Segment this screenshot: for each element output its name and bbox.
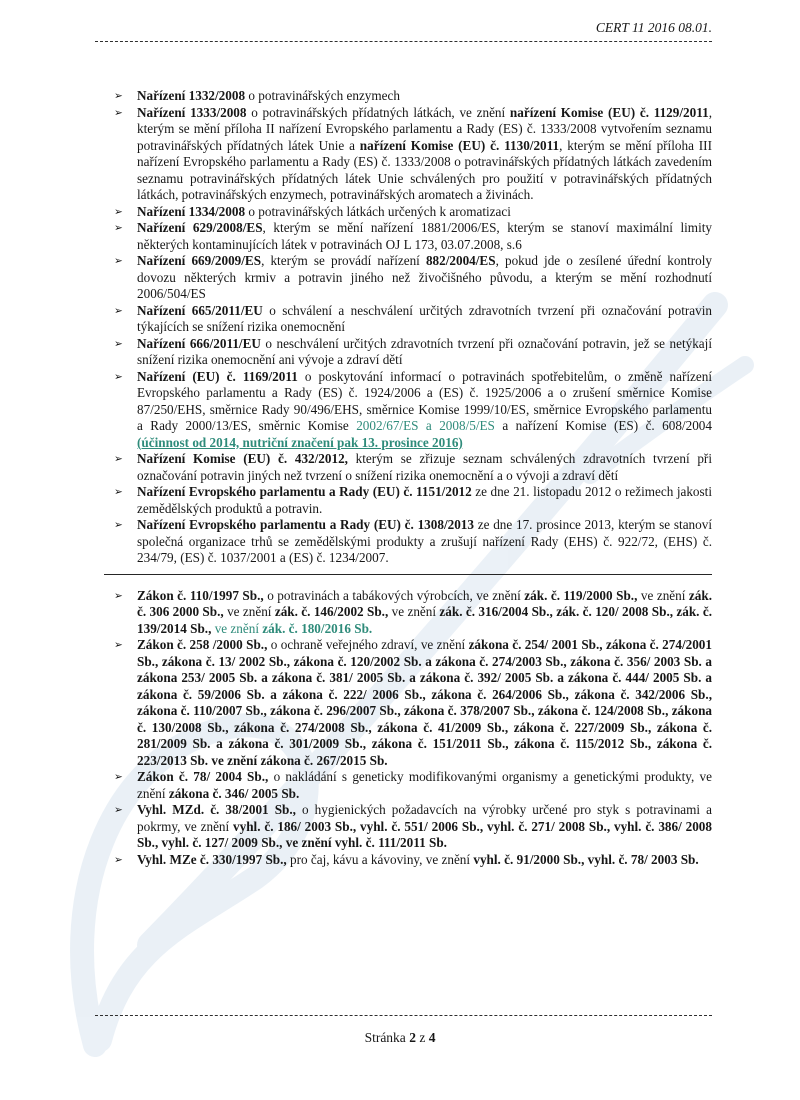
list-item (112, 253, 712, 303)
footer-of-word: z (419, 1030, 426, 1045)
page-header (95, 20, 712, 36)
arrow-bullet-icon: ➢ (114, 804, 123, 816)
arrow-bullet-icon: ➢ (114, 304, 123, 317)
footer-total-pages: 4 (428, 1030, 436, 1045)
arrow-bullet-icon: ➢ (114, 589, 123, 602)
arrow-bullet-icon: ➢ (114, 106, 123, 119)
list-item-text: Vyhl. MZe č. 330/1997 Sb., pro čaj, kávu a kávoviny, ve znění vyhl. č. 91/2000 Sb., vyhl. č. 78/ 2003 Sb. (137, 851, 699, 867)
arrow-bullet-icon: ➢ (114, 486, 123, 498)
arrow-bullet-icon: ➢ (114, 519, 123, 531)
list-item (112, 105, 712, 204)
list-item (112, 517, 712, 567)
list-item-text: Nařízení 666/2011/EU o neschválení určitých zdravotních tvrzení při označování potravin, jež se netýkají snížení rizika onemocnění ani vývoje a zdraví dětí (137, 335, 712, 367)
arrow-bullet-icon: ➢ (114, 853, 123, 866)
footer-page-word: Stránka (364, 1030, 406, 1045)
list-item-text: Nařízení Evropského parlamentu a Rady (EU) č. 1308/2013 ze dne 17. prosince 2013, kterým se stanoví společná organizace trhů se zemědělskými produkty a zrušují nařízení Rady (EHS) č. 922/72, (EHS) č. 234/79, (ES) č. 1037/2001 a (ES) č. 1234/2007. (137, 517, 712, 565)
list-item (112, 303, 712, 336)
footer-page-number: 2 (409, 1030, 416, 1045)
arrow-bullet-icon: ➢ (114, 205, 123, 218)
list-item-text: Vyhl. MZd. č. 38/2001 Sb., o hygienických požadavcích na výrobky určené pro styk s potravinami a pokrmy, ve znění vyhl. č. 186/ 2003 Sb., vyhl. č. 551/ 2006 Sb., vyhl. č. 271/ 2008 Sb., vyhl. č. 386/ 2008 Sb., vyhl. č. 127/ 2009 Sb., ve znění vyhl. č. 111/2011 Sb. (137, 802, 712, 850)
arrow-bullet-icon: ➢ (114, 337, 123, 350)
list-item (112, 204, 712, 221)
list-item (112, 88, 712, 105)
arrow-bullet-icon: ➢ (114, 255, 123, 267)
list-item (112, 769, 712, 802)
list-item (112, 336, 712, 369)
arrow-bullet-icon: ➢ (114, 90, 123, 102)
list-item-text: Nařízení 669/2009/ES, kterým se provádí nařízení 882/2004/ES, pokud jde o zesílené úřední kontroly dovozu některých krmiv a potravin jiného než živočišného původu, a kterým se mění rozhodnutí 2006/504/ES (137, 253, 712, 301)
list-item-text: Zákon č. 78/ 2004 Sb., o nakládání s geneticky modifikovanými organismy a genetickými produkty, ve znění zákona č. 346/ 2005 Sb. (137, 769, 712, 801)
laws-list (112, 588, 712, 869)
list-item-text: Zákon č. 110/1997 Sb., o potravinách a tabákových výrobcích, ve znění zák. č. 119/2000 Sb., ve znění zák. č. 306 2000 Sb., ve znění zák. č. 146/2002 Sb., ve znění zák. č. 316/2004 Sb., zák. č. 120/ 2008 Sb., zák. č. 139/2014 Sb., ve znění zák. č. 180/2016 Sb. (137, 587, 713, 636)
list-item-text: Nařízení Evropského parlamentu a Rady (EU) č. 1151/2012 ze dne 21. listopadu 2012 o režimech jakosti zemědělských produktů a potravin. (137, 484, 712, 516)
section-divider (104, 574, 712, 575)
list-item-text: Nařízení 665/2011/EU o schválení a neschválení určitých zdravotních tvrzení při označování potravin týkajících se snížení rizika onemocnění (137, 302, 712, 334)
list-item (112, 588, 712, 638)
list-item (112, 451, 712, 484)
list-item (112, 369, 712, 452)
footer-divider (95, 1015, 712, 1016)
list-item-text: Nařízení 629/2008/ES, kterým se mění nařízení 1881/2006/ES, kterým se stanoví maximální limity některých kontaminujících látek v potravinách OJ L 173, 03.07.2008, s.6 (137, 220, 712, 252)
list-item (112, 637, 712, 769)
list-item (112, 220, 712, 253)
list-item-text: Nařízení Komise (EU) č. 432/2012, kterým se zřizuje seznam schválených zdravotních tvrzení při označování potravin jiných než tvrzení o snížení rizika onemocnění a o vývoji a zdraví dětí (137, 451, 712, 483)
list-item-text: Nařízení 1334/2008 o potravinářských látkách určených k aromatizaci (137, 203, 511, 219)
arrow-bullet-icon: ➢ (114, 453, 123, 465)
document-code: CERT 11 2016 08.01. (595, 20, 712, 35)
list-item (112, 484, 712, 517)
document-body (112, 88, 712, 868)
list-item-text: Nařízení 1332/2008 o potravinářských enzymech (137, 88, 400, 103)
list-item-text: Zákon č. 258 /2000 Sb., o ochraně veřejného zdraví, ve znění zákona č. 254/ 2001 Sb., zákona č. 274/2001 Sb., zákona č. 13/ 2002 Sb., zákona č. 120/2002 Sb. a zákona č. 274/2003 Sb., zákona č. 356/ 2003 Sb. a zákona 253/ 2005 Sb. a zákona č. 381/ 2005 Sb. a zákona č. 392/ 2005 Sb. a zákona č. 444/ 2005 Sb. a zákona č. 59/2006 Sb. a zákona č. 222/ 2006 Sb., zákona č. 264/2006 Sb., zákona č. 342/2006 Sb., zákona č. 110/2007 Sb., zákona č. 296/2007 Sb., zákona č. 378/2007 Sb., zákona č. 124/2008 Sb., zákona č. 130/2008 Sb., zákona č. 274/2008 Sb., zákona č. 41/2009 Sb., zákona č. 227/2009 Sb., zákona č. 281/2009 Sb. a zákona č. 301/2009 Sb., zákona č. 151/2011 Sb., zákona č. 115/2012 Sb., zákona č. 223/2013 Sb. ve znění zákona č. 267/2015 Sb. (137, 637, 712, 768)
arrow-bullet-icon: ➢ (114, 639, 123, 651)
arrow-bullet-icon: ➢ (114, 370, 123, 383)
page-footer (0, 1030, 800, 1046)
list-item (112, 802, 712, 852)
list-item-text: Nařízení (EU) č. 1169/2011 o poskytování informací o potravinách spotřebitelům, o změně nařízení Evropského parlamentu a Rady (ES) č. 1924/2006 a (ES) č. 1925/2006 a o zrušení směrnice Komise 87/250/EHS, směrnice Rady 90/496/EHS, směrnice Komise 1999/10/ES, směrnice Evropského parlamentu a Rady 2000/13/ES, směrnic Komise 2002/67/ES a 2008/5/ES a nařízení Komise (ES) č. 608/2004 (účinnost od 2014, nutriční značení pak 13. prosince 2016) (137, 368, 712, 450)
header-divider (95, 41, 712, 42)
regulations-list (112, 88, 712, 567)
arrow-bullet-icon: ➢ (114, 771, 123, 783)
arrow-bullet-icon: ➢ (114, 222, 123, 234)
list-item-text: Nařízení 1333/2008 o potravinářských přídatných látkách, ve znění nařízení Komise (EU) č. 1129/2011, kterým se mění příloha II nařízení Evropského parlamentu a Rady (ES) č. 1333/2008 vytvořením seznamu potravinářských přídatných látek Unie a nařízení Komise (EU) č. 1130/2011, kterým se mění příloha III nařízení Evropského parlamentu a Rady (ES) č. 1333/2008 o potravinářských přídatných látkách zavedením seznamu potravinářských přídatných látek Unie schválených pro použití v potravinářských přídatných látkách, potravinářských enzymech, potravinářských aromatech a živinách. (137, 104, 712, 202)
list-item (112, 852, 712, 869)
